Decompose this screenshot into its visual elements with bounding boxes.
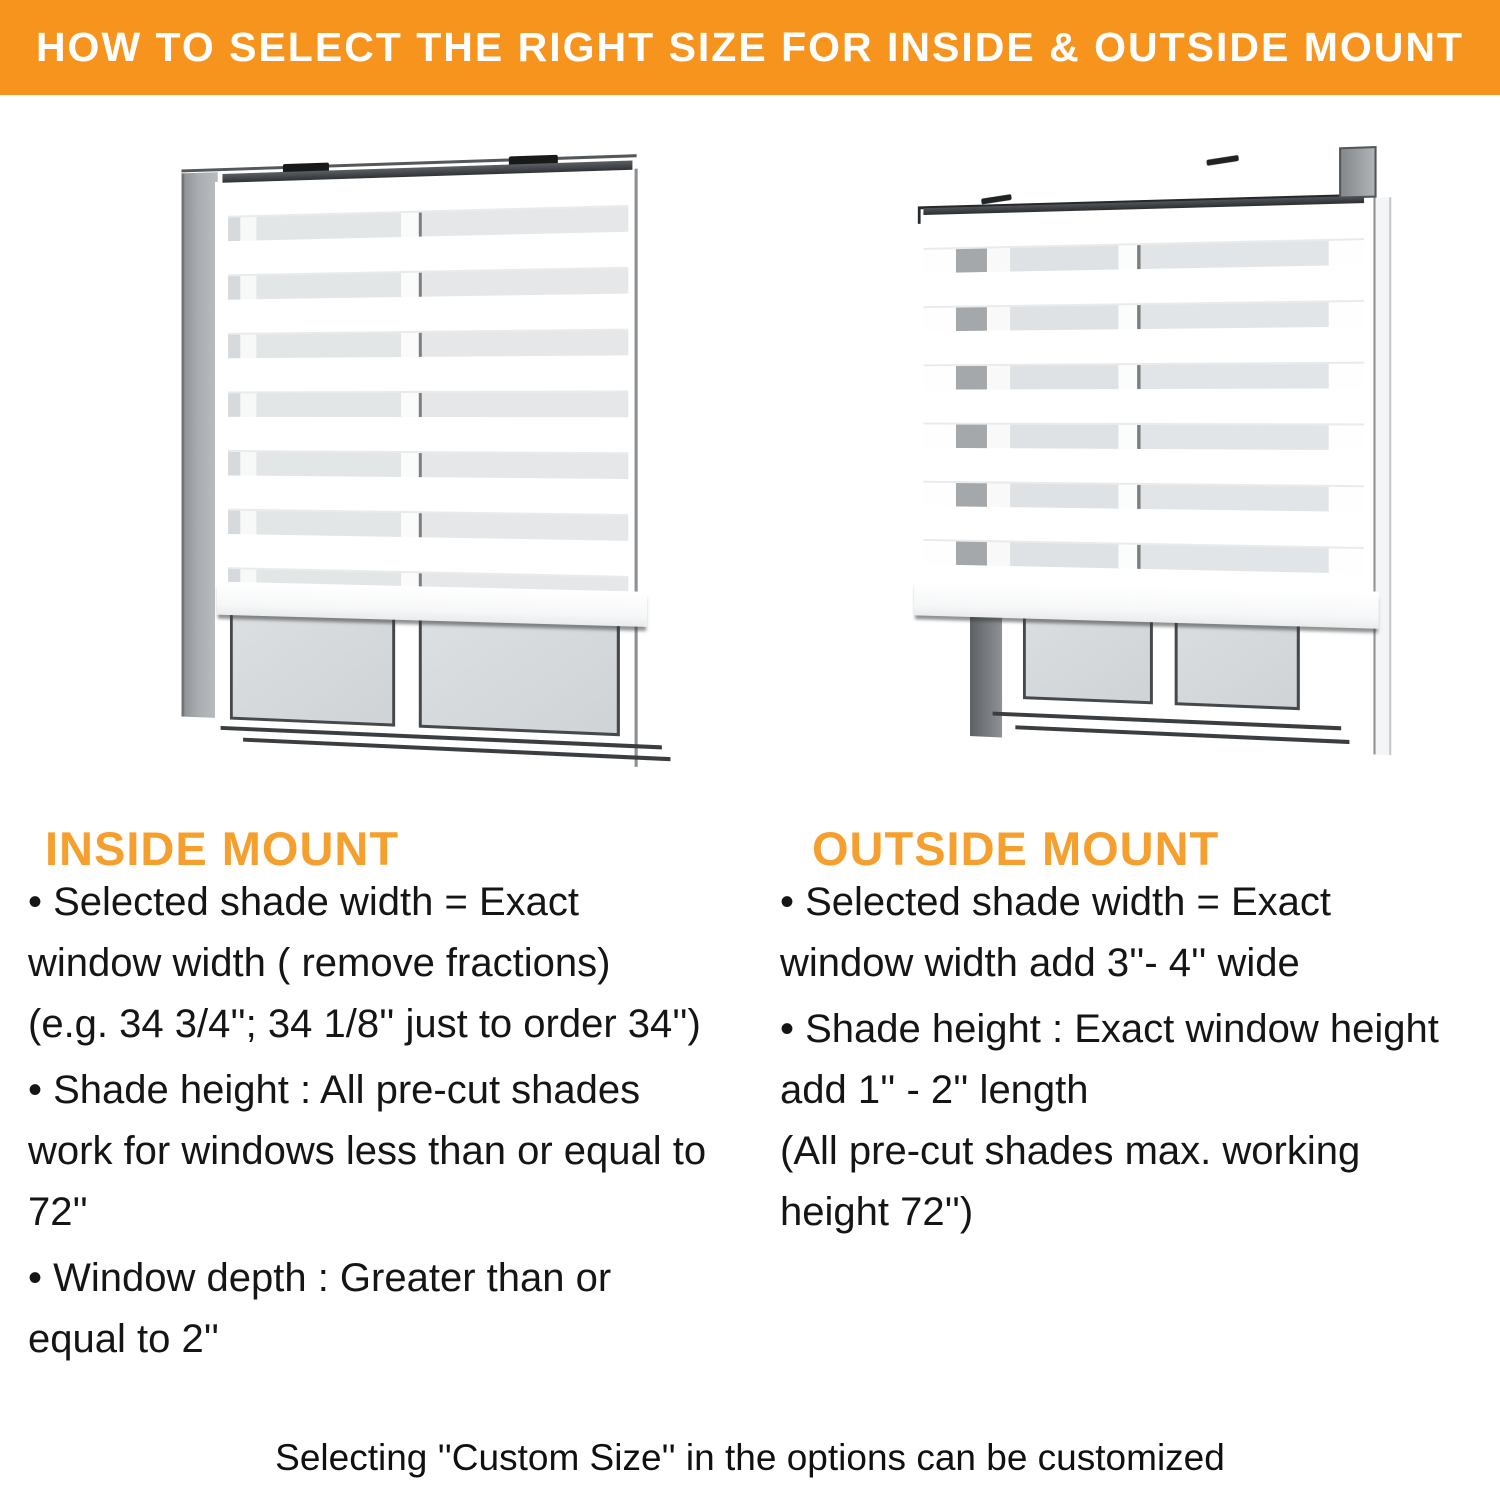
bullet-line: equal to 2'' <box>28 1317 219 1361</box>
bullet-line: window width ( remove fractions) <box>28 941 611 985</box>
banner-title: HOW TO SELECT THE RIGHT SIZE FOR INSIDE & OUTSIDE MOUNT <box>35 24 1465 70</box>
bullet-line: (e.g. 34 3/4''; 34 1/8'' just to order 34'') <box>28 1002 701 1046</box>
window-frame-right-edge <box>1373 197 1391 755</box>
inside-mount-illustration <box>163 150 645 770</box>
bullet-line: • Window depth : Greater than or <box>28 1256 612 1300</box>
inside-mount-window-scene <box>174 141 649 782</box>
mount-bracket <box>1339 146 1377 199</box>
bullet-line: height 72'') <box>780 1190 974 1234</box>
bullet-line: window width add 3''- 4'' wide <box>780 941 1300 985</box>
zebra-shade <box>923 196 1364 628</box>
bullet-line: • Shade height : All pre-cut shades <box>28 1068 641 1112</box>
footer-note: Selecting ''Custom Size'' in the options can be customized <box>275 1437 1225 1478</box>
outside-mount-heading: OUTSIDE MOUNT <box>812 822 1220 875</box>
window-frame-left-jamb <box>181 172 217 718</box>
bullet-line: add 1'' - 2'' length <box>780 1068 1089 1112</box>
outside-mount-illustration <box>893 146 1397 771</box>
bullet-line: • Shade height : Exact window height <box>780 1007 1439 1051</box>
bullet-line: (All pre-cut shades max. working <box>780 1129 1361 1173</box>
bullet-line: • Selected shade width = Exact <box>780 880 1331 924</box>
bullet-line: 72'' <box>28 1190 88 1234</box>
bullet-line: • Selected shade width = Exact <box>28 880 579 924</box>
outside-mount-window-scene <box>905 137 1402 784</box>
mount-bracket-end <box>918 206 921 224</box>
inside-mount-bullets <box>28 872 706 1370</box>
window-sill-line <box>243 738 670 762</box>
banner <box>0 0 1500 95</box>
inside-mount-heading: INSIDE MOUNT <box>45 822 400 875</box>
zebra-shade <box>228 161 628 627</box>
outside-mount-bullets <box>780 872 1439 1243</box>
bullet-line: work for windows less than or equal to <box>28 1129 707 1173</box>
shade-fabric-stripes <box>923 203 1364 591</box>
shade-fabric-stripes <box>228 170 628 591</box>
screw-mark <box>1206 155 1239 166</box>
